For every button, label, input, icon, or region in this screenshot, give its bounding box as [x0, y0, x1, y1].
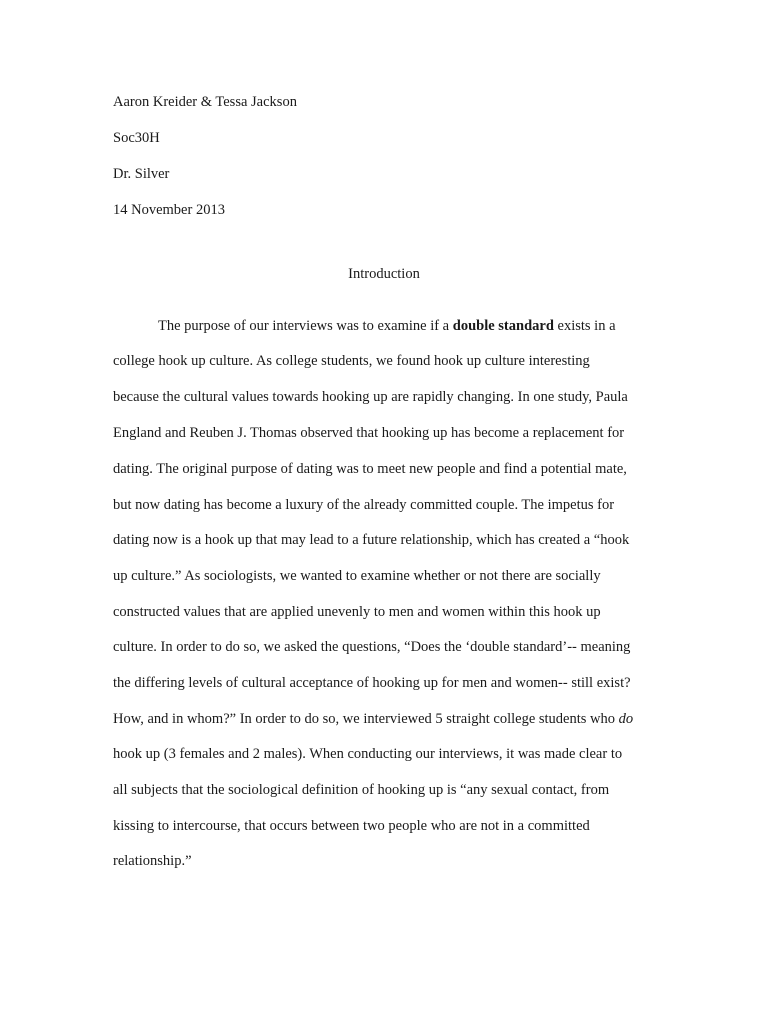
italic-term: do — [618, 711, 634, 727]
paragraph-line: but now dating has become a luxury of the already committed couple. The impetus for — [113, 497, 615, 513]
paragraph-line: all subjects that the sociological definition of hooking up is “any sexual contact, from — [113, 782, 610, 798]
paragraph-line — [158, 317, 698, 335]
instructor-name: Dr. Silver — [113, 166, 170, 182]
text-run: How, and in whom?” In order to do so, we interviewed 5 straight college students who — [113, 711, 619, 727]
paragraph-line: constructed values that are applied unevenly to men and women within this hook up — [113, 604, 601, 620]
paragraph-line: dating now is a hook up that may lead to a future relationship, which has created a “hook — [113, 532, 630, 548]
paragraph-line: because the cultural values towards hooking up are rapidly changing. In one study, Paula — [113, 389, 628, 405]
bold-term: double standard — [452, 318, 554, 334]
paragraph-line: England and Reuben J. Thomas observed that hooking up has become a replacement for — [113, 425, 625, 441]
paragraph-line: the differing levels of cultural acceptance of hooking up for men and women-- still exist? — [113, 675, 631, 691]
paragraph-line: culture. In order to do so, we asked the questions, “Does the ‘double standard’-- meaning — [113, 639, 631, 655]
author-names: Aaron Kreider & Tessa Jackson — [113, 94, 297, 110]
text-run: exists in a — [553, 318, 616, 334]
section-title: Introduction — [348, 266, 420, 282]
paragraph-line — [113, 710, 653, 728]
paragraph-line: hook up (3 females and 2 males). When conducting our interviews, it was made clear to — [113, 746, 623, 762]
paragraph-line: dating. The original purpose of dating was to meet new people and find a potential mate, — [113, 461, 627, 477]
paragraph-line: kissing to intercourse, that occurs between two people who are not in a committed — [113, 818, 590, 834]
document-date: 14 November 2013 — [113, 202, 225, 218]
paragraph-line: up culture.” As sociologists, we wanted to examine whether or not there are socially — [113, 568, 601, 584]
course-code: Soc30H — [113, 130, 160, 146]
paragraph-line: relationship.” — [113, 853, 192, 869]
text-run: The purpose of our interviews was to examine if a — [158, 318, 453, 334]
paragraph-line: college hook up culture. As college students, we found hook up culture interesting — [113, 353, 590, 369]
